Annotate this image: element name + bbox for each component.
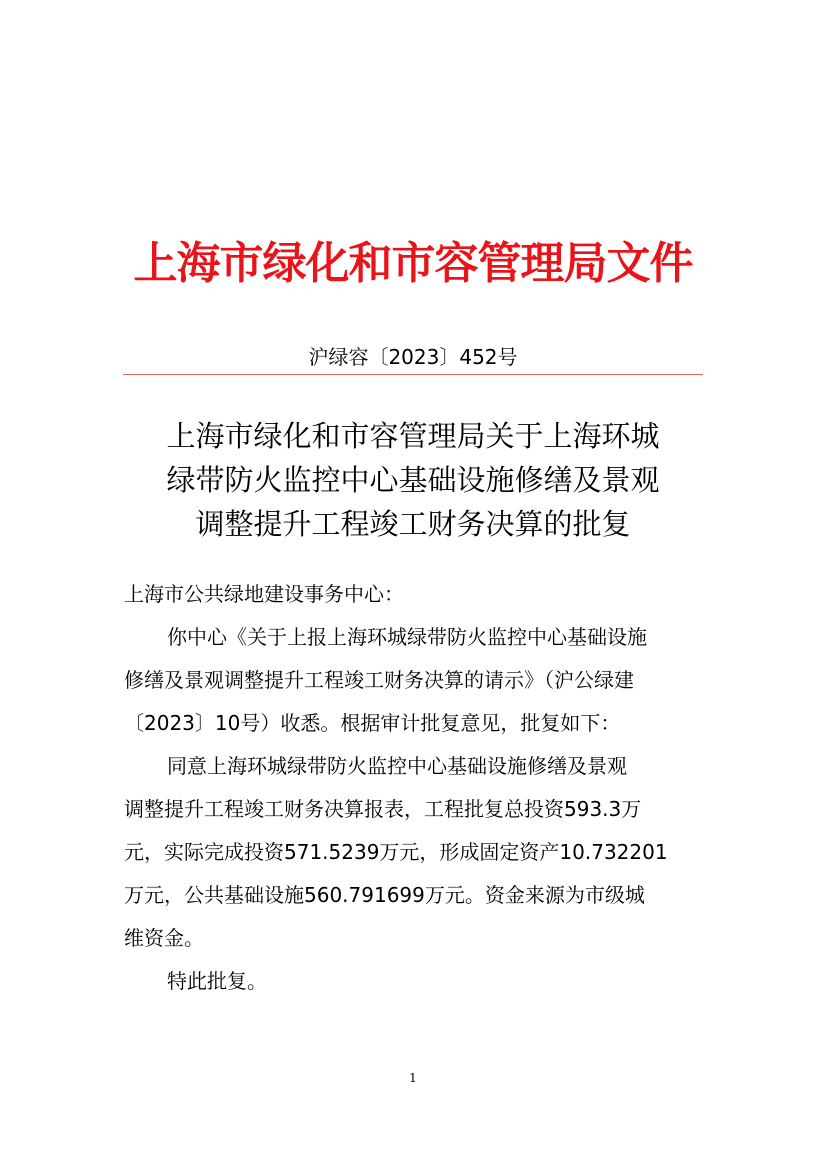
addressee: 上海市公共绿地建设事务中心： bbox=[124, 582, 404, 606]
paragraph2-line-5: 维资金。 bbox=[124, 926, 204, 950]
heading-line-2: 绿带防火监控中心基础设施修缮及景观 bbox=[166, 463, 660, 497]
heading-line-1: 上海市绿化和市容管理局关于上海环城 bbox=[166, 419, 660, 453]
closing-line: 特此批复。 bbox=[167, 969, 267, 993]
page-number: 1 bbox=[409, 1071, 417, 1085]
document-number: 沪绿容〔2023〕452号 bbox=[308, 345, 518, 369]
red-divider-line bbox=[123, 374, 703, 375]
issuing-authority-title: 上海市绿化和市容管理局文件 bbox=[133, 238, 693, 289]
paragraph2-line-2: 调整提升工程竣工财务决算报表，工程批复总投资593.3万 bbox=[124, 797, 642, 821]
heading-line-3: 调整提升工程竣工财务决算的批复 bbox=[195, 507, 631, 541]
paragraph1-line-3: 〔2023〕10号）收悉。根据审计批复意见，批复如下： bbox=[124, 711, 621, 735]
paragraph1-line-1: 你中心《关于上报上海环城绿带防火监控中心基础设施 bbox=[167, 625, 647, 649]
paragraph2-line-4: 万元，公共基础设施560.791699万元。资金来源为市级城 bbox=[124, 883, 645, 907]
paragraph2-line-1: 同意上海环城绿带防火监控中心基础设施修缮及景观 bbox=[167, 754, 627, 778]
paragraph2-line-3: 元，实际完成投资571.5239万元，形成固定资产10.732201 bbox=[124, 840, 668, 864]
paragraph1-line-2: 修缮及景观调整提升工程竣工财务决算的请示》（沪公绿建 bbox=[124, 668, 634, 692]
document-heading bbox=[0, 414, 826, 546]
